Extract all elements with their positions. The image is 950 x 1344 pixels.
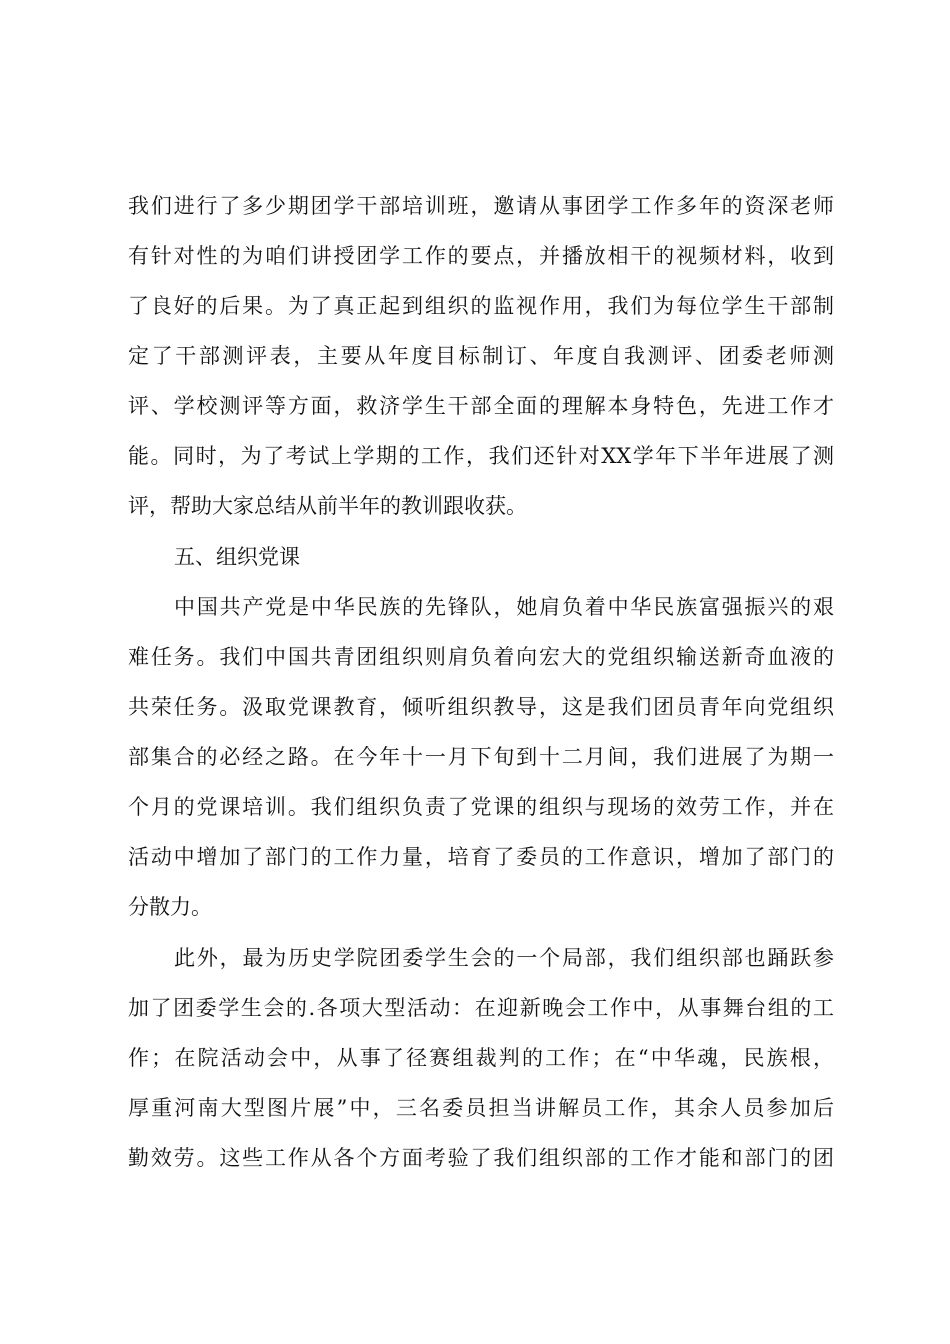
- paragraph-line: 共荣任务。汲取党课教育，倾听组织教导，这是我们团员青年向党组织: [128, 695, 834, 719]
- paragraph-line: 评、学校测评等方面，救济学生干部全面的理解本身特色，先进工作才: [128, 394, 834, 418]
- paragraph-line: 加了团委学生会的.各项大型活动：在迎新晚会工作中，从事舞台组的工: [128, 996, 834, 1020]
- paragraph-line: 厚重河南大型图片展”中，三名委员担当讲解员工作，其余人员参加后: [128, 1096, 834, 1120]
- paragraph-line: 有针对性的为咱们讲授团学工作的要点，并播放相干的视频材料，收到: [128, 244, 834, 268]
- paragraph-line: 了良好的后果。为了真正起到组织的监视作用，我们为每位学生干部制: [128, 294, 834, 318]
- paragraph-line: 我们进行了多少期团学干部培训班，邀请从事团学工作多年的资深老师: [128, 194, 834, 218]
- paragraph-line: 评，帮助大家总结从前半年的教训跟收获。: [128, 494, 527, 518]
- paragraph-line: 分散力。: [128, 895, 212, 919]
- paragraph-line: 部集合的必经之路。在今年十一月下旬到十二月间，我们进展了为期一: [128, 745, 834, 769]
- paragraph-line: 难任务。我们中国共青团组织则肩负着向宏大的党组织输送新奇血液的: [128, 645, 834, 669]
- paragraph-line: 能。同时，为了考试上学期的工作，我们还针对XX学年下半年进展了测: [128, 444, 834, 468]
- paragraph-line: 活动中增加了部门的工作力量，培育了委员的工作意识，增加了部门的: [128, 845, 834, 869]
- paragraph-line: 作；在院活动会中，从事了径赛组裁判的工作；在“中华魂，民族根，: [128, 1046, 834, 1070]
- paragraph-line: 定了干部测评表，主要从年度目标制订、年度自我测评、团委老师测: [128, 344, 834, 368]
- paragraph-line: 勤效劳。这些工作从各个方面考验了我们组织部的工作才能和部门的团: [128, 1146, 834, 1170]
- paragraph-line: 个月的党课培训。我们组织负责了党课的组织与现场的效劳工作，并在: [128, 795, 834, 819]
- section-heading: 五、组织党课: [174, 545, 300, 569]
- paragraph-line: 中国共产党是中华民族的先锋队，她肩负着中华民族富强振兴的艰: [174, 595, 834, 619]
- paragraph-line: 此外，最为历史学院团委学生会的一个局部，我们组织部也踊跃参: [174, 946, 834, 970]
